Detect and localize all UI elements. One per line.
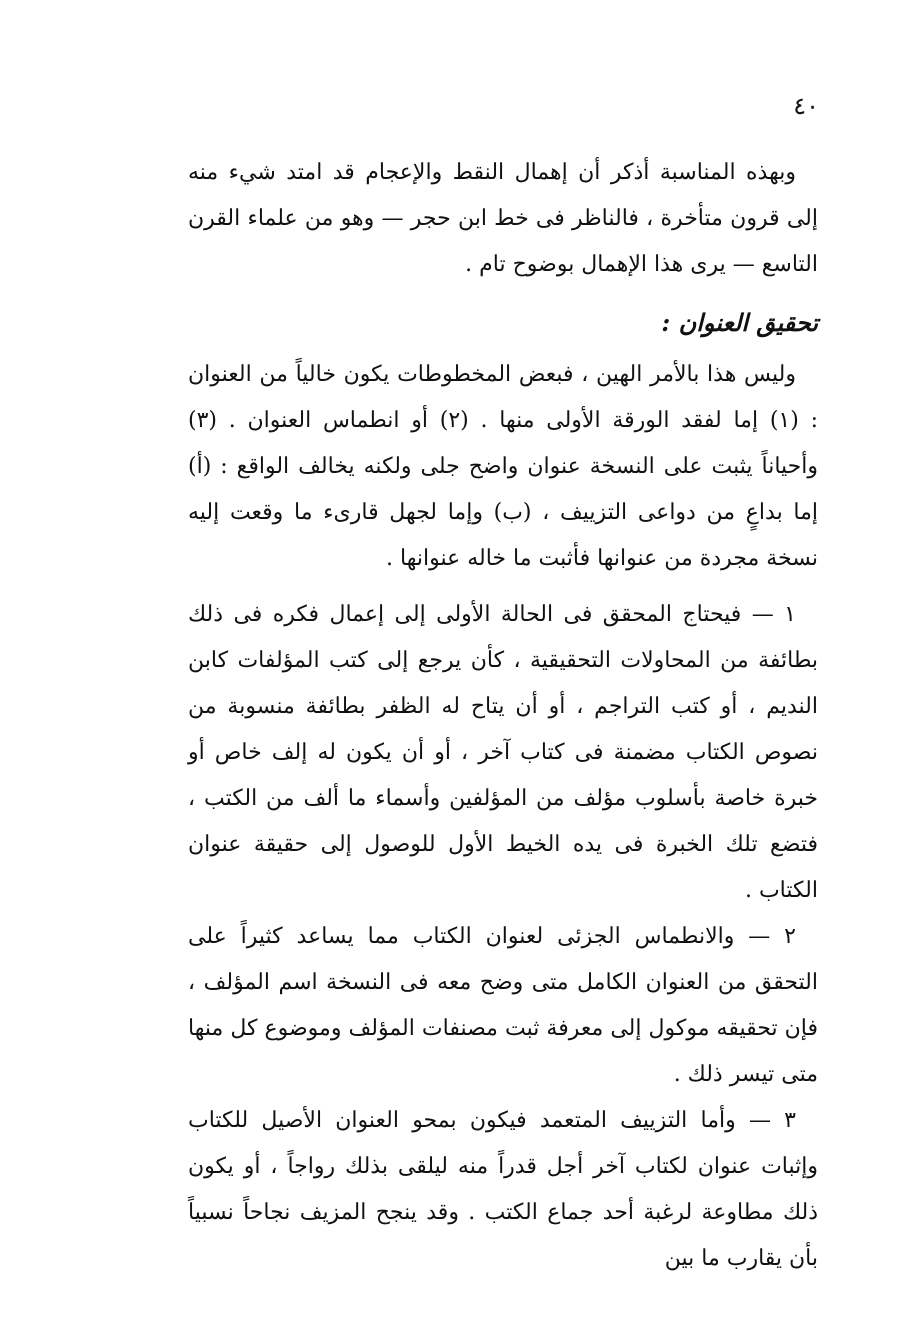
document-body bbox=[188, 150, 818, 1282]
section-heading: تحقيق العنوان : bbox=[661, 308, 818, 337]
paragraph-dotting-note bbox=[188, 150, 818, 288]
paragraph-text: وليس هذا بالأمر الهين ، فبعض المخطوطات يكون خالياً من العنوان : (١) إما لفقد الورقة الأولى منها . (٢) أو انطماس العنوان . (٣) وأحياناً يثبت على النسخة عنوان واضح جلى ولكنه يخالف الواقع : (أ) إما بداعٍ من دواعى التزييف ، (ب) وإما لجهل قارىء ما وقعت إليه نسخة مجردة من عنوانها فأثبت ما خاله عنوانها . bbox=[188, 362, 818, 571]
paragraph-text: ٣ — وأما التزييف المتعمد فيكون بمحو العنوان الأصيل للكتاب وإثبات عنوان لكتاب آخر أجل قدراً منه ليلقى بذلك رواجاً ، أو يكون ذلك مطاوعة لرغبة أحد جماع الكتب . وقد ينجح المزيف نجاحاً نسبياً بأن يقارب ما بين bbox=[188, 1108, 818, 1271]
paragraph-case-three bbox=[188, 1098, 818, 1282]
paragraph-title-intro bbox=[188, 352, 818, 582]
paragraph-case-two bbox=[188, 914, 818, 1098]
paragraph-text: ٢ — والانطماس الجزئى لعنوان الكتاب مما يساعد كثيراً على التحقق من العنوان الكامل متى وضح معه فى النسخة اسم المؤلف ، فإن تحقيقه موكول إلى معرفة ثبت مصنفات المؤلف وموضوع كل منها متى تيسر ذلك . bbox=[188, 924, 818, 1087]
spacer bbox=[188, 582, 818, 592]
paragraph-text: ١ — فيحتاج المحقق فى الحالة الأولى إلى إعمال فكره فى ذلك بطائفة من المحاولات التحقيقية ، كأن يرجع إلى كتب المؤلفات كابن النديم ، أو كتب التراجم ، أو أن يتاح له الظفر بطائفة منسوبة من نصوص الكتاب مضمنة فى كتاب آخر ، أو أن يكون له إلف خاص أو خبرة خاصة بأسلوب مؤلف من المؤلفين وأسماء ما ألف من الكتب ، فتضع تلك الخبرة فى يده الخيط الأول للوصول إلى حقيقة عنوان الكتاب . bbox=[188, 602, 818, 903]
page-number: ٤٠ bbox=[793, 92, 819, 120]
paragraph-case-one bbox=[188, 592, 818, 914]
paragraph-text: وبهذه المناسبة أذكر أن إهمال النقط والإعجام قد امتد شيء منه إلى قرون متأخرة ، فالناظر فى خط ابن حجر — وهو من علماء القرن التاسع — يرى هذا الإهمال بوضوح تام . bbox=[188, 160, 818, 277]
